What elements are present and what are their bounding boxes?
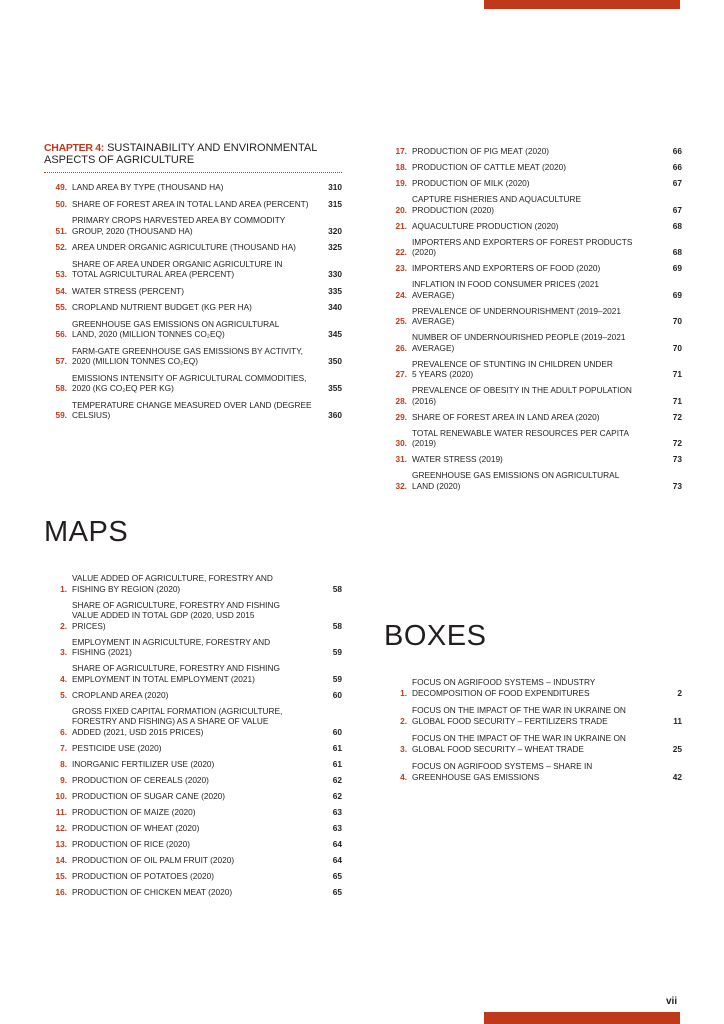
entry-title — [412, 237, 656, 258]
entry-title-line: GREENHOUSE GAS EMISSIONS ON AGRICULTURAL — [72, 318, 280, 329]
entry-title — [412, 733, 656, 754]
entry-number: 30. — [395, 438, 407, 448]
entry-number: 6. — [60, 726, 67, 737]
chapter-4-section — [44, 142, 342, 421]
entry-page-number: 59 — [332, 647, 342, 657]
entry-number: 58. — [55, 383, 67, 393]
entry-page-number: 58 — [332, 620, 342, 631]
entry-title-line: FISHING BY REGION (2020) — [72, 583, 181, 594]
entry-title-line: SHARE OF FOREST AREA IN TOTAL LAND AREA (PERCENT) — [72, 198, 309, 209]
entry-page-number: 72 — [672, 438, 682, 448]
entry-number: 4. — [60, 673, 67, 684]
toc-entry[interactable] — [384, 279, 682, 300]
entry-title-line: PRODUCTION OF WHEAT (2020) — [72, 822, 200, 833]
toc-entry[interactable] — [384, 332, 682, 353]
entry-title — [72, 199, 316, 210]
entry-title — [72, 759, 316, 770]
toc-entry[interactable] — [44, 199, 342, 210]
entry-number: 21. — [395, 220, 407, 231]
entry-title-line: PRODUCTION OF MILK (2020) — [412, 178, 530, 188]
entry-page-number: 2 — [677, 687, 682, 698]
entry-title — [412, 428, 656, 449]
chapter-title-line1: SUSTAINABILITY AND ENVIRONMENTAL — [107, 142, 318, 154]
entry-page-number: 61 — [332, 742, 342, 753]
toc-entry[interactable] — [384, 306, 682, 327]
entry-title-line: PREVALENCE OF UNDERNOURISHMENT (2019–2021 — [412, 305, 622, 316]
entry-title — [412, 470, 656, 491]
toc-entry[interactable] — [44, 823, 342, 834]
toc-entry[interactable] — [44, 791, 342, 802]
entry-page-number: 61 — [332, 758, 342, 769]
entry-title-line: CAPTURE FISHERIES AND AQUACULTURE — [412, 194, 582, 204]
entry-number: 10. — [55, 790, 67, 801]
maps-list-left — [44, 573, 342, 897]
entry-title — [412, 178, 656, 189]
entry-page-number: 66 — [672, 162, 682, 172]
entry-title-line: GREENHOUSE GAS EMISSIONS ON AGRICULTURAL — [412, 470, 620, 480]
toc-entry[interactable] — [44, 573, 342, 594]
entry-title-line: PRODUCTION OF CATTLE MEAT (2020) — [412, 162, 566, 172]
entry-title — [412, 385, 656, 406]
entry-title — [72, 182, 316, 193]
toc-entry[interactable] — [384, 677, 682, 698]
entry-page-number: 69 — [672, 289, 682, 300]
entry-title-line: WATER STRESS (PERCENT) — [72, 285, 185, 296]
entry-number: 1. — [400, 687, 407, 698]
entry-title-line: CROPLAND NUTRIENT BUDGET (KG PER HA) — [72, 302, 252, 312]
boxes-heading: BOXES — [384, 620, 487, 652]
entry-title-line: AQUACULTURE PRODUCTION (2020) — [412, 220, 559, 231]
entry-title — [72, 887, 316, 898]
bottom-accent-bar — [484, 1012, 680, 1024]
entry-title-line: PRODUCTION OF PIG MEAT (2020) — [412, 146, 550, 156]
entry-title — [72, 807, 316, 818]
entry-title-line: SHARE OF FOREST AREA IN LAND AREA (2020) — [412, 411, 600, 422]
entry-title-line: GROUP, 2020 (THOUSAND HA) — [72, 225, 193, 236]
toc-entry[interactable] — [384, 385, 682, 406]
entry-title — [412, 146, 656, 157]
entry-title-line: PESTICIDE USE (2020) — [72, 742, 162, 753]
entry-number: 20. — [395, 204, 407, 215]
entry-title-line: PRODUCTION OF MAIZE (2020) — [72, 806, 196, 817]
toc-entry[interactable] — [384, 705, 682, 726]
entry-title-line: FOCUS ON AGRIFOOD SYSTEMS – SHARE IN — [412, 761, 593, 771]
entry-title — [412, 263, 656, 274]
chapter-4-heading — [44, 142, 342, 173]
entry-title-line: FOCUS ON AGRIFOOD SYSTEMS – INDUSTRY — [412, 677, 596, 687]
entry-title-line: ADDED (2021, USD 2015 PRICES) — [72, 726, 204, 737]
entry-page-number: 62 — [332, 790, 342, 801]
entry-number: 2. — [400, 715, 407, 726]
entry-page-number: 69 — [672, 263, 682, 273]
entry-number: 15. — [55, 870, 67, 881]
entry-number: 7. — [60, 742, 67, 753]
entry-page-number: 59 — [332, 673, 342, 684]
entry-title — [412, 279, 656, 300]
entry-title — [72, 743, 316, 754]
entry-title — [72, 823, 316, 834]
toc-entry[interactable] — [44, 319, 342, 340]
entry-number: 25. — [395, 316, 407, 326]
entry-page-number: 73 — [672, 480, 682, 491]
entry-title-line: VALUE ADDED OF AGRICULTURE, FORESTRY AND — [72, 573, 273, 583]
toc-entry[interactable] — [44, 663, 342, 684]
entry-title-line: NUMBER OF UNDERNOURISHED PEOPLE (2019–2021 — [412, 332, 626, 342]
toc-entry[interactable] — [384, 263, 682, 274]
entry-title-line: GLOBAL FOOD SECURITY – WHEAT TRADE — [412, 743, 584, 754]
entry-number: 13. — [55, 838, 67, 849]
entry-title-line: PRODUCTION OF OIL PALM FRUIT (2020) — [72, 854, 235, 865]
entry-page-number: 330 — [328, 269, 342, 279]
entry-page-number: 64 — [332, 838, 342, 849]
entry-page-number: 70 — [672, 316, 682, 326]
entry-number: 9. — [60, 774, 67, 785]
entry-title — [72, 663, 316, 684]
entry-title-line: PRODUCTION OF SUGAR CANE (2020) — [72, 790, 226, 801]
toc-entry[interactable] — [44, 690, 342, 701]
entry-number: 59. — [55, 410, 67, 420]
entry-title — [72, 706, 316, 738]
entry-number: 17. — [395, 146, 407, 156]
entry-title-line: LAND (2020) — [412, 480, 461, 491]
chapter-4-list — [44, 182, 342, 421]
entry-title-line: FISHING (2021) — [72, 647, 132, 657]
toc-entry[interactable] — [44, 182, 342, 193]
entry-title-line: DECOMPOSITION OF FOOD EXPENDITURES — [412, 687, 590, 698]
top-accent-bar — [484, 0, 680, 9]
entry-page-number: 63 — [332, 806, 342, 817]
entry-page-number: 315 — [328, 198, 342, 209]
entry-title — [412, 194, 656, 215]
maps-entries-right — [384, 146, 682, 491]
toc-entry[interactable] — [44, 302, 342, 313]
entry-page-number: 355 — [328, 383, 342, 393]
entry-title-line: TOTAL AGRICULTURAL AREA (PERCENT) — [72, 269, 235, 279]
entry-title — [72, 302, 316, 313]
entry-page-number: 345 — [328, 329, 342, 339]
entry-number: 32. — [395, 480, 407, 491]
entry-title-line: 5 YEARS (2020) — [412, 369, 474, 379]
toc-entry[interactable] — [384, 194, 682, 215]
entry-title-line: PREVALENCE OF STUNTING IN CHILDREN UNDER — [412, 358, 613, 369]
entry-title-line: PRODUCTION OF CHICKEN MEAT (2020) — [72, 886, 233, 897]
entry-title-line: CROPLAND AREA (2020) — [72, 689, 169, 700]
toc-entry[interactable] — [384, 221, 682, 232]
toc-entry[interactable] — [44, 743, 342, 754]
entry-title — [412, 306, 656, 327]
entry-title — [72, 871, 316, 882]
toc-entry[interactable] — [44, 855, 342, 866]
entry-page-number: 335 — [328, 285, 342, 296]
entry-title-line: LAND, 2020 (MILLION TONNES CO₂EQ) — [72, 329, 225, 339]
entry-title — [72, 215, 316, 236]
entry-title — [72, 259, 316, 280]
toc-entry[interactable] — [44, 775, 342, 786]
entry-title-line: INFLATION IN FOOD CONSUMER PRICES (2021 — [412, 279, 600, 289]
entry-title — [72, 637, 316, 658]
entry-page-number: 340 — [328, 302, 342, 312]
entry-title-line: AVERAGE) — [412, 342, 455, 353]
entry-number: 51. — [55, 225, 67, 236]
entry-title-line: AREA UNDER ORGANIC AGRICULTURE (THOUSAND HA) — [72, 242, 296, 252]
entry-page-number: 325 — [328, 242, 342, 252]
entry-page-number: 62 — [332, 774, 342, 785]
entry-number: 52. — [55, 242, 67, 252]
entry-title — [412, 359, 656, 380]
entry-title-line: AVERAGE) — [412, 316, 455, 326]
entry-title-line: TEMPERATURE CHANGE MEASURED OVER LAND (DEGREE — [72, 399, 312, 410]
entry-page-number: 71 — [672, 369, 682, 379]
entry-title-line: SHARE OF AGRICULTURE, FORESTRY AND FISHING — [72, 663, 280, 673]
entry-page-number: 310 — [328, 182, 342, 192]
entry-page-number: 72 — [672, 411, 682, 422]
entry-title — [412, 412, 656, 423]
entry-title-line: PRODUCTION OF POTATOES (2020) — [72, 870, 214, 881]
entry-number: 2. — [60, 620, 67, 631]
entry-page-number: 320 — [328, 225, 342, 236]
entry-title — [72, 775, 316, 786]
maps-entries-left — [44, 573, 342, 897]
entry-number: 55. — [55, 302, 67, 312]
entry-title — [72, 242, 316, 253]
entry-title — [412, 677, 656, 698]
toc-entry[interactable] — [384, 733, 682, 754]
entry-page-number: 360 — [328, 410, 342, 420]
entry-title — [412, 454, 656, 465]
entry-title-line: GROSS FIXED CAPITAL FORMATION (AGRICULTURE, — [72, 705, 283, 716]
page-number: vii — [666, 996, 678, 1007]
entry-number: 50. — [55, 198, 67, 209]
entry-title-line: CELSIUS) — [72, 410, 111, 420]
entry-page-number: 11 — [673, 715, 682, 726]
chapter-prefix: CHAPTER 4: — [44, 142, 105, 154]
entry-title-line: PRODUCTION OF CEREALS (2020) — [72, 774, 209, 785]
entry-title — [72, 319, 316, 340]
toc-entry[interactable] — [44, 759, 342, 770]
entry-title — [72, 373, 316, 394]
entry-page-number: 58 — [332, 583, 342, 594]
entry-page-number: 71 — [672, 395, 682, 406]
entry-number: 56. — [55, 329, 67, 339]
toc-entry[interactable] — [44, 242, 342, 253]
entry-title — [72, 839, 316, 850]
entry-page-number: 70 — [672, 342, 682, 353]
toc-entry[interactable] — [44, 600, 342, 632]
entry-number: 12. — [55, 822, 67, 833]
entry-page-number: 63 — [332, 822, 342, 833]
entry-page-number: 25 — [672, 743, 682, 754]
entry-number: 11. — [55, 806, 67, 817]
entry-title — [72, 573, 316, 594]
entry-title — [72, 855, 316, 866]
entry-page-number: 68 — [672, 220, 682, 231]
entry-title-line: INORGANIC FERTILIZER USE (2020) — [72, 758, 215, 769]
entry-title-line: EMPLOYMENT IN AGRICULTURE, FORESTRY AND — [72, 636, 271, 647]
toc-entry[interactable] — [44, 871, 342, 882]
entry-title — [412, 332, 656, 353]
entry-title-line: 2020 (KG CO₂EQ PER KG) — [72, 383, 174, 393]
entry-number: 49. — [55, 182, 67, 192]
entry-number: 53. — [55, 269, 67, 279]
entry-title-line: 2020 (MILLION TONNES CO₂EQ) — [72, 356, 199, 366]
entry-page-number: 60 — [332, 689, 342, 700]
entry-page-number: 67 — [672, 204, 682, 215]
entry-title-line: TOTAL RENEWABLE WATER RESOURCES PER CAPITA — [412, 427, 629, 438]
entry-title — [412, 705, 656, 726]
entry-title — [72, 600, 316, 632]
entry-title-line: IMPORTERS AND EXPORTERS OF FOREST PRODUCTS — [412, 236, 633, 247]
entry-number: 1. — [60, 583, 67, 594]
entry-page-number: 65 — [332, 870, 342, 881]
entry-title — [412, 761, 656, 782]
entry-title-line: AVERAGE) — [412, 289, 455, 300]
toc-entry[interactable] — [44, 400, 342, 421]
toc-entry[interactable] — [44, 346, 342, 367]
chapter-title-line2: ASPECTS OF AGRICULTURE — [44, 154, 195, 166]
entry-number: 19. — [395, 178, 407, 188]
entry-title-line: FORESTRY AND FISHING) AS A SHARE OF VALUE — [72, 716, 269, 726]
entry-title-line: WATER STRESS (2019) — [412, 454, 503, 464]
boxes-list — [384, 677, 682, 782]
entry-page-number: 42 — [672, 771, 682, 782]
toc-entry[interactable] — [384, 146, 682, 157]
entry-title-line: PREVALENCE OF OBESITY IN THE ADULT POPULATION — [412, 385, 632, 395]
entry-page-number: 67 — [672, 178, 682, 188]
entry-title-line: SHARE OF AREA UNDER ORGANIC AGRICULTURE IN — [72, 258, 283, 269]
entry-title-line: PRICES) — [72, 620, 106, 631]
toc-entry[interactable] — [384, 454, 682, 465]
toc-entry[interactable] — [44, 887, 342, 898]
toc-entry[interactable] — [44, 706, 342, 738]
entry-number: 26. — [395, 342, 407, 353]
entry-page-number: 73 — [672, 454, 682, 464]
entry-title-line: IMPORTERS AND EXPORTERS OF FOOD (2020) — [412, 263, 601, 273]
toc-entry[interactable] — [384, 237, 682, 258]
entry-title-line: GREENHOUSE GAS EMISSIONS — [412, 771, 540, 782]
entry-title — [412, 221, 656, 232]
entry-title — [72, 400, 316, 421]
entry-title-line: LAND AREA BY TYPE (THOUSAND HA) — [72, 182, 224, 192]
entry-number: 31. — [395, 454, 407, 464]
entry-number: 27. — [395, 369, 407, 379]
entry-title-line: EMISSIONS INTENSITY OF AGRICULTURAL COMMODITIES, — [72, 372, 307, 383]
entry-title-line: VALUE ADDED IN TOTAL GDP (2020, USD 2015 — [72, 610, 255, 620]
toc-entry[interactable] — [44, 286, 342, 297]
toc-entry[interactable] — [44, 259, 342, 280]
entry-number: 18. — [395, 162, 407, 172]
entry-number: 3. — [60, 647, 67, 657]
entry-number: 4. — [400, 771, 407, 782]
toc-entry[interactable] — [384, 178, 682, 189]
entry-number: 28. — [395, 395, 407, 406]
entry-title-line: FOCUS ON THE IMPACT OF THE WAR IN UKRAINE ON — [412, 705, 626, 715]
entry-page-number: 65 — [332, 886, 342, 897]
entry-number: 3. — [400, 743, 407, 754]
entry-title-line: PRODUCTION OF RICE (2020) — [72, 838, 191, 849]
entry-title — [72, 791, 316, 802]
toc-entry[interactable] — [44, 373, 342, 394]
entry-title-line: PRIMARY CROPS HARVESTED AREA BY COMMODITY — [72, 215, 286, 225]
entry-title — [412, 162, 656, 173]
maps-list-right — [384, 146, 682, 491]
entry-number: 5. — [60, 689, 67, 700]
entry-title-line: (2016) — [412, 395, 436, 406]
entry-page-number: 350 — [328, 356, 342, 366]
entry-title-line: SHARE OF AGRICULTURE, FORESTRY AND FISHING — [72, 599, 280, 610]
entry-page-number: 66 — [672, 146, 682, 156]
entry-page-number: 64 — [332, 854, 342, 865]
entry-number: 14. — [55, 854, 67, 865]
entry-number: 57. — [55, 356, 67, 366]
entry-title-line: (2020) — [412, 247, 436, 257]
entry-title — [72, 346, 316, 367]
boxes-entries — [384, 677, 682, 782]
entry-page-number: 60 — [332, 726, 342, 737]
toc-entry[interactable] — [384, 470, 682, 491]
toc-entry[interactable] — [384, 428, 682, 449]
entry-number: 54. — [55, 285, 67, 296]
toc-entry[interactable] — [384, 359, 682, 380]
entry-number: 29. — [395, 411, 407, 422]
entry-title-line: (2019) — [412, 438, 436, 448]
toc-entry[interactable] — [384, 761, 682, 782]
entry-title-line: GLOBAL FOOD SECURITY – FERTILIZERS TRADE — [412, 715, 608, 726]
entry-title-line: EMPLOYMENT IN TOTAL EMPLOYMENT (2021) — [72, 673, 255, 684]
entry-title — [72, 286, 316, 297]
toc-entry[interactable] — [44, 839, 342, 850]
entry-number: 16. — [55, 886, 67, 897]
entry-number: 8. — [60, 758, 67, 769]
entry-title-line: PRODUCTION (2020) — [412, 204, 495, 215]
toc-entry[interactable] — [44, 807, 342, 818]
entry-number: 24. — [395, 289, 407, 300]
toc-entry[interactable] — [384, 162, 682, 173]
toc-entry[interactable] — [44, 215, 342, 236]
toc-entry[interactable] — [44, 637, 342, 658]
entry-title — [72, 690, 316, 701]
entry-number: 22. — [395, 247, 407, 257]
entry-page-number: 68 — [672, 247, 682, 257]
entry-title-line: FOCUS ON THE IMPACT OF THE WAR IN UKRAINE ON — [412, 733, 626, 743]
maps-heading: MAPS — [44, 516, 129, 548]
toc-entry[interactable] — [384, 412, 682, 423]
entry-number: 23. — [395, 263, 407, 273]
entry-title-line: FARM-GATE GREENHOUSE GAS EMISSIONS BY ACTIVITY, — [72, 345, 303, 356]
